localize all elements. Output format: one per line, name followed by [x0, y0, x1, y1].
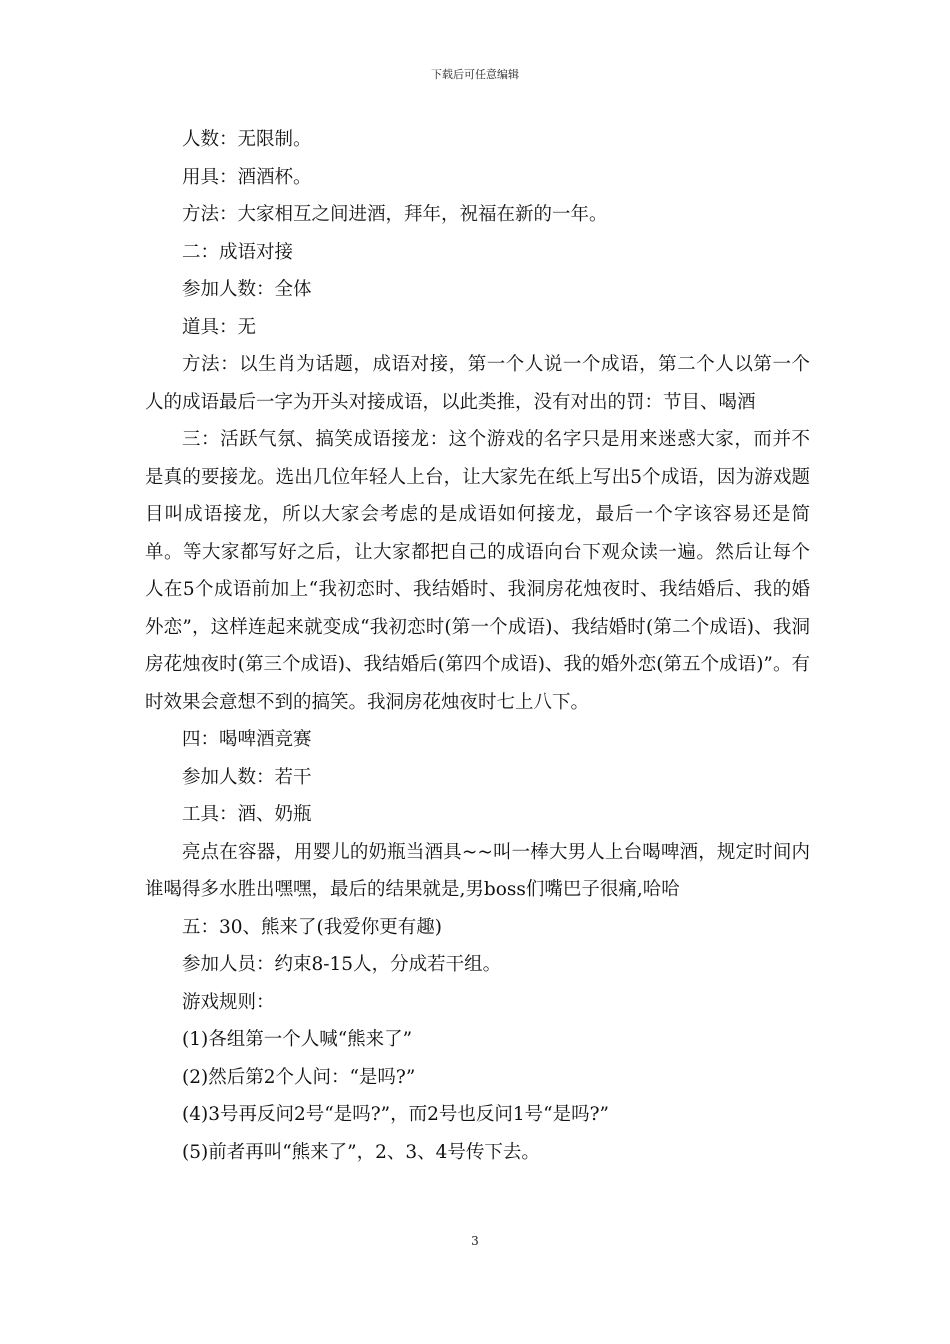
rule-item-1: (1)各组第一个人喊“熊来了”	[182, 1029, 413, 1050]
section-heading-beer-contest: 四：喝啤酒竞赛	[182, 729, 312, 750]
rule-item-4: (4)3号再反问2号“是吗?”，而2号也反问1号“是吗?”	[182, 1104, 609, 1125]
paragraph-props: 道具：无	[182, 316, 257, 338]
paragraph-participants: 人数：无限制。	[182, 129, 312, 150]
paragraph-participants-all: 参加人数：全体	[182, 279, 312, 300]
page-header: 下载后可任意编辑	[431, 68, 519, 81]
paragraph-participants-several: 参加人数：若干	[182, 766, 312, 788]
paragraph-participants-groups: 参加人员：约束8-15人，分成若干组。	[182, 954, 502, 975]
page-number: 3	[471, 1234, 479, 1248]
section-heading-bear-coming: 五：30、熊来了(我爱你更有趣)	[182, 916, 442, 938]
section-heading-idiom-chain: 二：成语对接	[182, 241, 294, 263]
rule-item-5: (5)前者再叫“熊来了”，2、3、4号传下去。	[182, 1141, 540, 1163]
paragraph-rules-heading: 游戏规则：	[182, 991, 275, 1013]
paragraph-funny-idiom-game: 三：活跃气氛、搞笑成语接龙：这个游戏的名字只是用来迷惑大家，而并不是真的要接龙。选出几位年轻人上台，让大家先在纸上写出5个成语，因为游戏题目叫成语接龙，所以大家会考虑的是成语如何接龙，最后一个字该容易还是简单。等大家都写好之后，让大家都把自己的成语向台下观众读一遍。然后让每个人在5个成语前加上“我初恋时、我结婚时、我洞房花烛夜时、我结婚后、我的婚外恋”，这样连起来就变成“我初恋时(第一个成语)、我结婚时(第二个成语)、我洞房花烛夜时(第三个成语)、我结婚后(第四个成语)、我的婚外恋(第五个成语)”。有时效果会意想不到的搞笑。我洞房花烛夜时七上八下。	[145, 429, 810, 713]
paragraph-tools-bottle: 工具：酒、奶瓶	[182, 804, 312, 825]
paragraph-beer-highlight: 亮点在容器，用婴儿的奶瓶当酒具~~叫一棒大男人上台喝啤酒，规定时间内谁喝得多水胜出嘿嘿，最后的结果就是,男boss们嘴巴子很痛,哈哈	[145, 841, 810, 900]
paragraph-method: 方法：大家相互之间进酒，拜年，祝福在新的一年。	[182, 204, 608, 225]
document-body	[145, 121, 810, 1171]
rule-item-2: (2)然后第2个人问：“是吗?”	[182, 1066, 416, 1088]
paragraph-idiom-method: 方法：以生肖为话题，成语对接，第一个人说一个成语，第二个人以第一个人的成语最后一字为开头对接成语，以此类推，没有对出的罚：节目、喝酒	[145, 354, 810, 413]
paragraph-tools: 用具：酒酒杯。	[182, 166, 312, 188]
